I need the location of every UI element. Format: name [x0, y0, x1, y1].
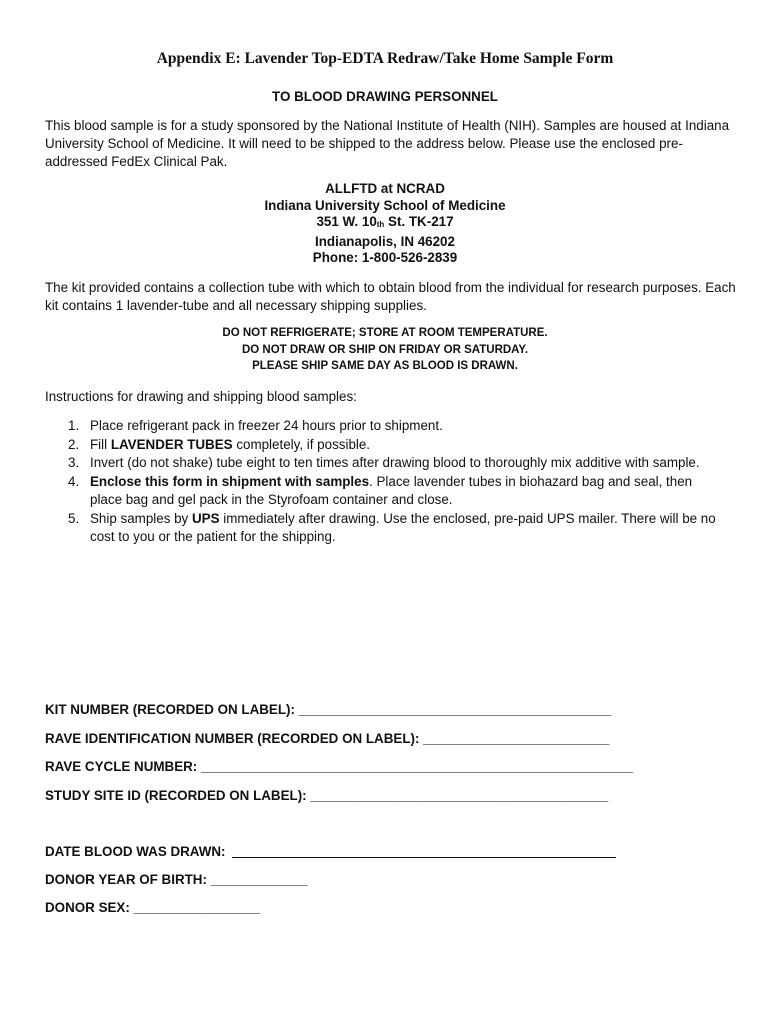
step-text-after: immediately after drawing. Use the enclosed, pre-paid UPS mailer. There will be no cost to you or the patient for the shipping.	[90, 510, 716, 544]
warning-line: DO NOT REFRIGERATE; STORE AT ROOM TEMPERATURE.	[222, 327, 548, 339]
warnings-block	[0, 325, 770, 375]
address-line-3	[0, 214, 770, 234]
step-number: 5.	[68, 510, 80, 526]
warning-line: PLEASE SHIP SAME DAY AS BLOOD IS DRAWN.	[252, 360, 518, 372]
step-bold-text: UPS	[191, 510, 220, 526]
step-number: 4.	[68, 473, 80, 489]
list-item	[45, 417, 725, 436]
address-street-rest: St. TK-217	[384, 214, 454, 229]
address-line-2: Indiana University School of Medicine	[264, 197, 506, 213]
page-subtitle: TO BLOOD DRAWING PERSONNEL	[272, 89, 498, 104]
step-number: 1.	[68, 418, 80, 433]
step-number: 3.	[68, 455, 80, 470]
step-text: Invert (do not shake) tube eight to ten times after drawing blood to thoroughly mix additive with sample.	[90, 455, 700, 470]
list-item	[45, 436, 725, 455]
warning-line: DO NOT DRAW OR SHIP ON FRIDAY OR SATURDAY.	[241, 343, 529, 356]
address-line-4: Indianapolis, IN 46202	[315, 233, 455, 249]
address-street-number: 351 W. 10	[316, 214, 377, 229]
step-number: 2.	[68, 436, 80, 452]
shipping-address	[0, 181, 770, 267]
donor-year-field[interactable]: DONOR YEAR OF BIRTH: _____________	[45, 872, 308, 887]
date-drawn-label: DATE BLOOD WAS DRAWN:	[45, 844, 226, 859]
address-ordinal-suffix: th	[376, 220, 385, 229]
address-phone: Phone: 1-800-526-2839	[312, 250, 458, 265]
page-title: Appendix E: Lavender Top-EDTA Redraw/Take Home Sample Form	[156, 50, 614, 67]
date-drawn-line[interactable]	[232, 844, 616, 858]
instructions-list	[45, 417, 725, 547]
kit-paragraph: The kit provided contains a collection tube with which to obtain blood from the individual for research purposes. Each kit contains 1 lavender-tube and all necessary shipping supplies.	[45, 280, 736, 313]
list-item	[45, 510, 725, 547]
intro-paragraph: This blood sample is for a study sponsored by the National Institute of Health (NIH). Samples are housed at Indiana University School of Medicine. It will need to be shipped to the address below. Please use the enclosed pre-addressed FedEx Clinical Pak.	[45, 118, 730, 169]
step-text-after: completely, if possible.	[232, 436, 371, 452]
address-line-1: ALLFTD at NCRAD	[325, 181, 445, 196]
step-text: Place refrigerant pack in freezer 24 hours prior to shipment.	[90, 418, 443, 433]
date-drawn-field[interactable]	[45, 844, 616, 859]
step-bold-text: Enclose this form in shipment with samples	[90, 473, 370, 489]
list-item	[45, 473, 725, 510]
instructions-intro: Instructions for drawing and shipping blood samples:	[45, 389, 357, 404]
kit-number-field[interactable]: KIT NUMBER (RECORDED ON LABEL): __________________________________________	[45, 702, 612, 717]
step-text: Fill	[90, 436, 111, 452]
donor-sex-field[interactable]: DONOR SEX: _________________	[45, 900, 261, 915]
step-text: Ship samples by	[90, 510, 192, 526]
step-bold-text: LAVENDER TUBES	[110, 436, 233, 452]
study-site-id-field[interactable]: STUDY SITE ID (RECORDED ON LABEL): ________________________________________	[45, 788, 609, 803]
list-item	[45, 454, 725, 473]
rave-cycle-field[interactable]: RAVE CYCLE NUMBER: __________________________________________________________	[45, 759, 633, 774]
step-text-after: . Place lavender tubes in biohazard bag and seal, then place bag and gel pack in the Styrofoam container and close.	[90, 473, 693, 507]
rave-id-field[interactable]: RAVE IDENTIFICATION NUMBER (RECORDED ON LABEL): _________________________	[45, 731, 610, 746]
